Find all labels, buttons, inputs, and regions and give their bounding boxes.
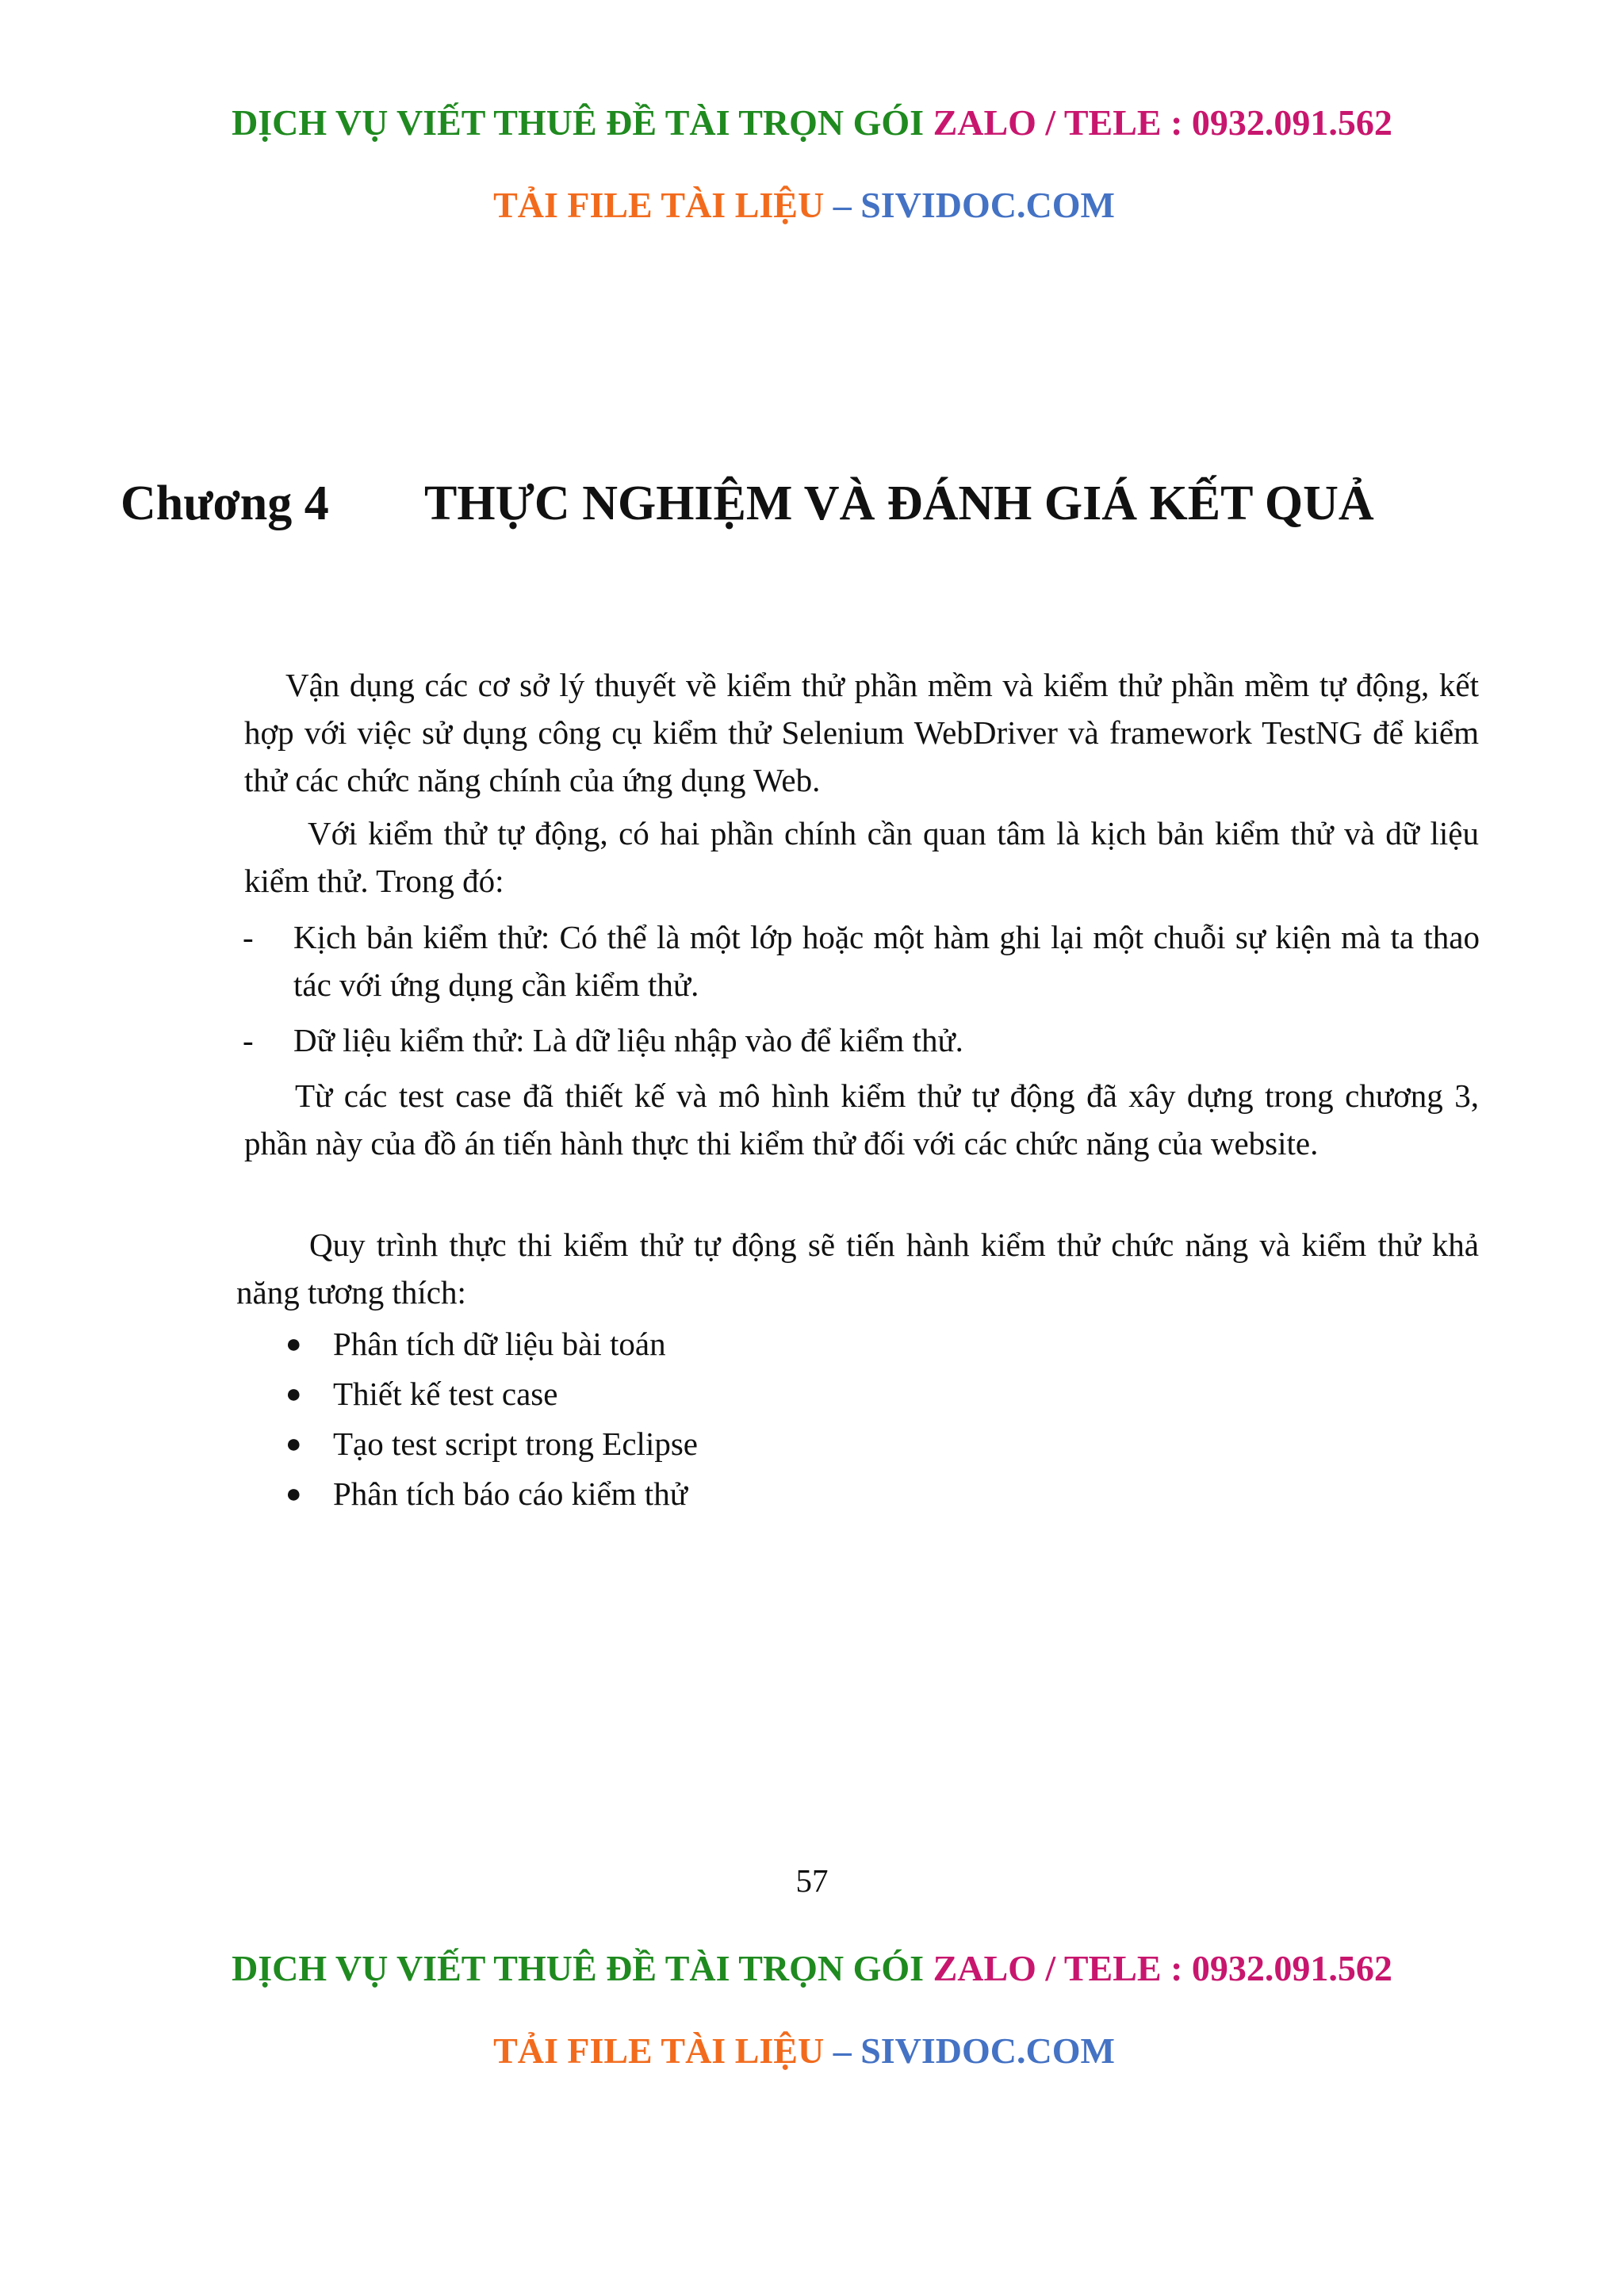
footer-ad-line2 (0, 2030, 1616, 2072)
bullet-dot-icon: ● (285, 1479, 302, 1509)
dash-list-item-text: Dữ liệu kiểm thử: Là dữ liệu nhập vào để kiểm thử. (293, 1022, 963, 1058)
dash-marker: - (243, 919, 254, 955)
list-item-text: Phân tích báo cáo kiểm thử (333, 1475, 688, 1512)
chapter-heading (121, 476, 1374, 532)
list-item (285, 1419, 698, 1469)
from-tests-paragraph-text: Từ các test case đã thiết kế và mô hình kiểm thử tự động đã xây dựng trong chương 3, phần này của đồ án tiến hành thực thi kiểm thử đối với các chức năng của website. (244, 1077, 1479, 1161)
page-number: 57 (795, 1862, 829, 1899)
header-download-text: TẢI FILE TÀI LIỆU (493, 185, 825, 225)
list-item-text: Tạo test script trong Eclipse (333, 1425, 698, 1462)
bullet-dot-icon: ● (285, 1429, 302, 1459)
automation-paragraph (244, 809, 1479, 905)
dash-marker: - (243, 1022, 254, 1058)
list-item (285, 1369, 698, 1419)
chapter-title: THỰC NGHIỆM VÀ ĐÁNH GIÁ KẾT QUẢ (424, 476, 1374, 530)
bullet-dot-icon: ● (285, 1330, 302, 1359)
list-item-text: Thiết kế test case (333, 1376, 558, 1412)
process-paragraph-text: Quy trình thực thi kiểm thử tự động sẽ tiến hành kiểm thử chức năng và kiểm thử khả năng tương thích: (236, 1226, 1479, 1311)
footer-service-text: DỊCH VỤ VIẾT THUÊ ĐỀ TÀI TRỌN GÓI (232, 1948, 925, 1988)
footer-ad-line1 (0, 1947, 1624, 1989)
header-service-text: DỊCH VỤ VIẾT THUÊ ĐỀ TÀI TRỌN GÓI (232, 102, 925, 143)
footer-contact-text: ZALO / TELE : 0932.091.562 (933, 1948, 1392, 1988)
dash-list-item (243, 913, 1480, 1008)
footer-site-link[interactable]: – SIVIDOC.COM (833, 2030, 1115, 2071)
from-tests-paragraph (244, 1072, 1479, 1167)
list-item (285, 1319, 698, 1369)
intro-paragraph (244, 661, 1479, 804)
intro-paragraph-text: Vận dụng các cơ sở lý thuyết về kiểm thử phần mềm và kiểm thử phần mềm tự động, kết hợp với việc sử dụng công cụ kiểm thử Selenium WebDriver và framework TestNG để kiểm thử các chức năng chính của ứng dụng Web. (244, 667, 1479, 798)
dash-list-item (243, 1016, 1480, 1064)
process-paragraph (236, 1221, 1479, 1316)
dash-list-item-text: Kịch bản kiểm thử: Có thể là một lớp hoặc một hàm ghi lại một chuỗi sự kiện mà ta thao tác với ứng dụng cần kiểm thử. (293, 919, 1480, 1003)
header-site-link[interactable]: – SIVIDOC.COM (833, 185, 1115, 225)
header-ad-line2 (0, 184, 1616, 226)
footer-download-text: TẢI FILE TÀI LIỆU (493, 2030, 825, 2071)
header-ad-line1 (0, 101, 1624, 144)
automation-paragraph-text: Với kiểm thử tự động, có hai phần chính cần quan tâm là kịch bản kiểm thử và dữ liệu kiểm thử. Trong đó: (244, 815, 1479, 899)
header-contact-text: ZALO / TELE : 0932.091.562 (933, 102, 1392, 143)
bullet-dot-icon: ● (285, 1380, 302, 1409)
steps-bullet-list (285, 1319, 698, 1519)
list-item-text: Phân tích dữ liệu bài toán (333, 1326, 666, 1362)
chapter-number: Chương 4 (121, 476, 329, 530)
list-item (285, 1469, 698, 1519)
